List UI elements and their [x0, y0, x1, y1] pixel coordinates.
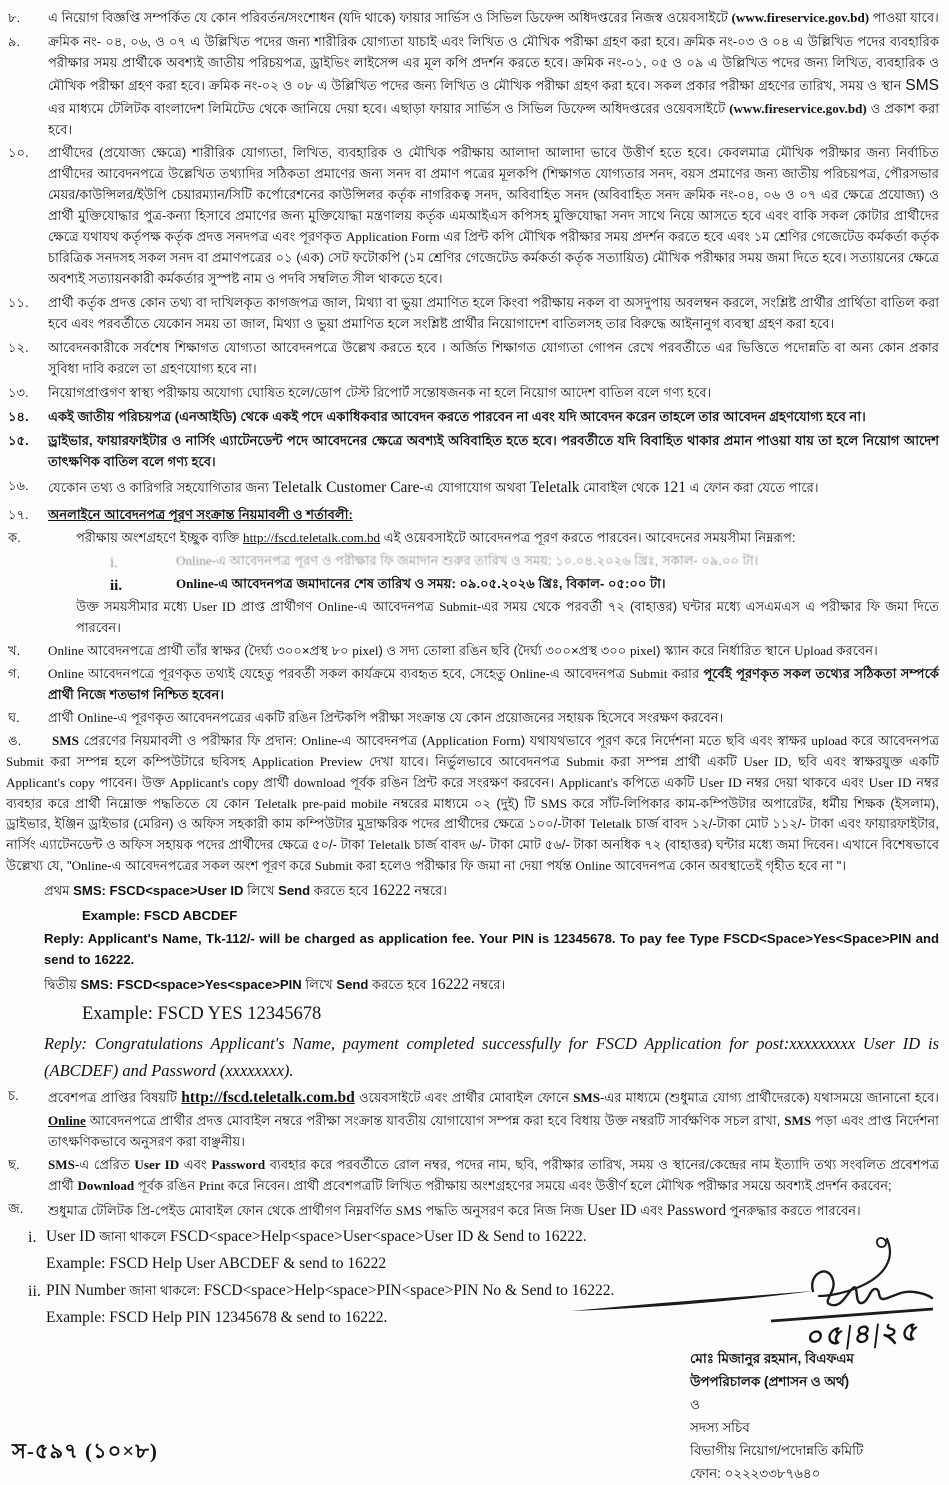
text-segment: জানা থাকলে: [125, 1283, 204, 1298]
application-url: http://fscd.teletalk.com.bd [243, 530, 381, 546]
list-item [6, 708, 939, 729]
text-segment: Online [575, 858, 612, 874]
text-segment: -এ আবেদনপত্র [353, 599, 440, 615]
text-segment: দ্বিতীয় [44, 976, 81, 992]
text-segment: অনলাইনে আবেদনপত্র পূরণ সংক্রান্ত নিয়মাবলী ও শর্তাবলী: [48, 507, 353, 523]
notice-items-list [6, 8, 939, 1331]
text-segment: download [293, 774, 346, 790]
text-segment: Teletalk pre-paid mobile [255, 795, 388, 811]
item-label: ঘ. [8, 709, 20, 725]
item-text [48, 32, 939, 141]
text-segment: নম্বর দেয়া থাকবে এবং [741, 774, 869, 790]
item-label: ১৩. [8, 384, 29, 400]
text-segment: আবেদনপত্র কোন অবস্থাতেই গৃহীত হবে না "। [611, 858, 846, 874]
signature-area [0, 1235, 949, 1485]
text-segment: -এ যোগাযোগ অথবা [419, 479, 530, 495]
item-text [48, 664, 939, 706]
item-text [44, 879, 939, 904]
text-segment: Online [317, 599, 354, 615]
list-item [6, 1031, 939, 1084]
list-item [6, 1000, 939, 1030]
text-segment: আবেদনপত্রে প্রার্থী তাঁর স্বাক্ষর (দৈর্ঘ্য ৩০০×প্রস্থ ৮০ [83, 642, 353, 658]
text-segment: এবং [636, 1202, 667, 1218]
item-label: জ. [8, 1200, 24, 1216]
text-segment: প্রেরণের নিয়মাবলী ও পরীক্ষার ফি প্রদান: [78, 732, 302, 748]
text-segment: Applicant's copy [169, 774, 259, 790]
text-segment: করে নিবেন। প্রার্থী প্রবেশপত্রটি লিখিত পরীক্ষায় অংশগ্রহণের সময়ে এবং উত্তীর্ণ হলে মৌখিক পরীক্ষার সময়ে অবশ্যই প্রদর্শন করবেন; [224, 1177, 892, 1193]
text-segment: 16222 [430, 975, 469, 993]
list-item [6, 528, 939, 549]
text-segment: Online [176, 553, 212, 569]
text-segment: User ID [698, 774, 742, 790]
text-segment: Submit [566, 753, 604, 769]
signatory-name: মোঃ মিজানুর রহমান, বিএফএম [690, 1351, 854, 1366]
text-segment: User ID [46, 1228, 96, 1246]
text-segment: 16222 [371, 882, 411, 900]
text-segment: SMS: FSCD<space>User ID [73, 883, 244, 899]
item-text [6, 731, 939, 878]
text-segment: শুধুমাত্র টেলিটক প্রি-পেইড মোবাইল ফোন থেকে প্রার্থীগণ নিম্নবর্ণিত [48, 1202, 396, 1218]
item-label: ঙ. [8, 732, 22, 748]
text-segment: নিয়োগপ্রাপ্তগণ স্বাস্থ্য পরীক্ষায় অযোগ্য ঘোষিত হলে/ডোপ টেস্ট রিপোর্ট সন্তোষজনক না হলে নিয়োগ আদেশ বাতিল বলে গণ্য হবে। [48, 384, 712, 400]
item-label: ১২. [8, 339, 29, 355]
text-segment: প্রাপ্ত প্রার্থীগণ [235, 599, 318, 615]
text-segment: Download [77, 1177, 135, 1193]
text-segment: এর প্রিন্ট কপি মৌখিক পরীক্ষার সময় প্রদর্শন করতে হবে এবং ১ম শ্রেণির গেজেটেড কর্মকর্তা কর্তৃক চারিত্রিক সনদসহ সকল সনদ বা প্রমাণপত্রের ০১ (এক) সেট ফটোকপি (১ম শ্রেণির গেজেটেড কর্মকর্তা কর্তৃক সত্যায়িত) মৌখিক পরীক্ষার সময় জমা দিতে হবে। সত্যায়নের ক্ষেত্রে অবশ্যই সত্যায়নকারী কর্মকর্তার সুস্পষ্ট নাম ও পদবি সম্বলিত সীল থাকতে হবে। [48, 229, 939, 287]
text-segment: Online [301, 732, 338, 748]
text-segment: User ID [134, 1156, 180, 1172]
text-segment: প্রথম [44, 883, 74, 899]
text-segment: নম্বরে। [410, 883, 447, 899]
signatory-and: ও [690, 1397, 700, 1413]
signatory-block [690, 1347, 863, 1485]
fireservice-url: (www.fireservice.gov.bd) [729, 100, 867, 116]
text-segment: পরীক্ষায় অংশগ্রহণে ইচ্ছুক ব্যক্তি [76, 530, 244, 546]
text-segment: নম্বর ব্যবহার করে প্রার্থী নিম্নোক্ত পদ্ধতিতে যে কোন [6, 774, 939, 811]
item-text [48, 505, 939, 526]
text-segment: একই জাতীয় পরিচয়পত্র (এনআইডি) থেকে একই পদে একাধিকবার আবেদন করতে পারবেন না এবং যদি আবেদন করেন তাহলে তার আবেদন গ্রহণযোগ্য হবে না। [48, 408, 866, 424]
list-item [6, 1199, 939, 1224]
text-segment: Online [48, 642, 84, 658]
text-segment: আবেদনপত্রে প্রার্থীর প্রদত্ত মোবাইল নম্বরে পরীক্ষা সংক্রান্ত যাবতীয় যোগাযোগ সম্পন্ন করা হবে বিধায় উক্ত নম্বরটি সার্বক্ষণিক সচল রাখা, [85, 1112, 785, 1128]
text-segment: 121 [662, 478, 686, 496]
text-segment: ও প্রকাশ করা হবে। [48, 100, 939, 137]
text-segment: পূর্বক রঙিন প্রিন্ট করে সংরক্ষণ করবেন। [345, 774, 559, 790]
application-url: http://fscd.teletalk.com.bd [181, 1089, 355, 1107]
list-item [6, 906, 939, 927]
text-segment: -এ আবেদনপত্রের সকল অংশ পূরণ করে [107, 858, 315, 874]
text-segment: ড্রাইভার, ফায়ারফাইটার ও নার্সিং এ্যাটেনডেন্ট পদে আবেদনের ক্ষেত্রে অবশ্যই অবিবাহিত হতে হবে। পরবর্তীতে যদি বিবাহিত থাকার প্রমান পাওয়া যায় তা হলে নিয়োগ আদেশ তাৎক্ষণিক বাতিল বলে গণ্য হবে। [48, 432, 939, 469]
item-text [48, 383, 939, 404]
text-segment: Application Form [426, 732, 521, 748]
text-segment: প্রবেশপত্র প্রাপ্তির বিষয়টি [48, 1090, 182, 1106]
item-label: ১৪. [8, 408, 29, 424]
item-label: ১০. [8, 145, 29, 161]
item-label: ক. [8, 530, 21, 546]
signature-date-scribble: ০৫|৪|২৫ [805, 1316, 924, 1352]
item-label: i. [28, 1229, 37, 1247]
signatory-phone: ফোন: ০২২২৩৩৮৭৬৪০ [690, 1466, 821, 1482]
text-segment: Teletalk Customer Care [272, 478, 420, 496]
list-item [6, 1155, 939, 1197]
item-text [76, 597, 939, 639]
item-label: গ. [8, 665, 21, 681]
item-text [82, 1000, 939, 1030]
text-segment: pixel [629, 642, 657, 658]
text-segment: ওয়েবসাইটে এবং প্রার্থীর মোবাইল ফোনে [354, 1090, 574, 1106]
text-segment: পাবেন। উক্ত [94, 774, 170, 790]
text-segment: Submit [629, 665, 668, 681]
text-segment: করে আবেদনপত্র [847, 732, 939, 748]
text-segment: User ID [587, 1201, 637, 1219]
text-segment: Online [176, 576, 214, 592]
text-segment: পূর্বক রঙিন [134, 1177, 199, 1193]
list-item [6, 641, 939, 662]
list-item [6, 8, 939, 29]
text-segment: pixel [352, 642, 379, 658]
list-item [6, 731, 939, 878]
text-segment: FSCD<space>Help<space>User<space>User ID & Send to 16222. [170, 1228, 587, 1246]
print-code: স-৫৯৭ (১০×৮) [12, 1439, 158, 1464]
text-segment: করতে হবে [310, 883, 372, 899]
text-segment: PIN Number [46, 1282, 126, 1299]
text-segment: চার্জ বাবদ ১২/-টাকা মোট ১১২/- টাকা এবং ফায়ারফাইটার, নার্সিং এ্যাটেনডেন্ট ও অফিস সহায়ক পদের প্রার্থীদের ক্ষেত্রে ৫০/- টাকা [6, 816, 939, 853]
text-segment: Upload [794, 642, 833, 658]
text-segment: পাওয়া যাবে। [869, 10, 939, 25]
list-item [6, 551, 939, 572]
text-segment: Example: FSCD Help User ABCDEF & send to 16222 [46, 1255, 387, 1273]
text-segment: Example: FSCD ABCDEF [82, 908, 238, 924]
text-segment: User ID [868, 774, 912, 790]
text-segment: Example: FSCD YES 12345678 [82, 1003, 322, 1024]
text-segment: Submit [6, 753, 44, 769]
text-segment: -এর মাধ্যমে (শুধুমাত্র যোগ্য প্রার্থীদেরকে) যথাসময়ে জানানো হবে। [600, 1090, 939, 1106]
text-segment: পদ্ধতি অনুসরণ করে নিজ নিজ [422, 1202, 587, 1218]
text-segment: FSCD<space>Help<space>PIN<space>PIN No & Send to 16222. [203, 1282, 615, 1299]
list-item [6, 431, 939, 473]
text-segment: পূর্বেই পূরণকৃত সকল তথ্যের সঠিকতা সম্পর্কে প্রার্থী নিজে শতভাগ নিশ্চিত হবেন। [48, 665, 940, 702]
item-text [48, 641, 939, 662]
text-segment: এ ফোন করা যেতে পারে। [685, 479, 819, 495]
list-item [6, 407, 939, 428]
text-segment: ব্যবহার করে পরবর্তীতে রোল নম্বর, পদের নাম, ছবি, পরীক্ষার তারিখ, সময় ও স্থানের/কেন্দ্রের নাম ইত্যাদি তথ্য সংবলিত প্রবেশপত্র প্রার্থী [48, 1156, 939, 1193]
text-segment: -এ আবেদনপত্র জমাদানের শেষ তারিখ ও সময়: ০৯.০৫.২০২৬ খ্রিঃ, বিকাল- ০৫:০০ টা। [213, 576, 666, 592]
text-segment: -এ পূরণকৃত আবেদনপত্রের একটি রঙিন প্রিন্টকপি পরীক্ষা সংক্রান্ত যে কোন প্রয়োজনের সহায়ক হিসেবে সংরক্ষণ করবেন। [113, 709, 724, 725]
signatory-title: উপপরিচালক (প্রশাসন ও অর্থ) [690, 1374, 850, 1390]
text-segment: SMS [52, 732, 79, 748]
item-label: i. [110, 555, 118, 572]
text-segment: পড়া এবং প্রাপ্ত নির্দেশনা তাৎক্ষণিকভাবে অনুসরণ করা বাঞ্ছনীয়। [48, 1112, 939, 1149]
text-segment: SMS [905, 76, 939, 94]
list-item [6, 929, 939, 971]
list-item [6, 664, 939, 706]
list-item [6, 293, 939, 335]
text-segment: Application Preview [251, 753, 363, 769]
text-segment: Submit [314, 858, 353, 874]
item-text [48, 293, 939, 335]
text-segment: Applicant's copy [6, 774, 95, 790]
text-segment: এ নিয়োগ বিজ্ঞপ্তি সম্পর্কিত যে কোন পরিবর্তন/সংশোধন (যদি থাকে) ফায়ার সার্ভিস ও সিভিল ডিফেন্স অধিদপ্তরের নিজস্ব ওয়েবসাইটে [48, 10, 732, 25]
item-label: ৯. [8, 33, 21, 49]
text-segment: জানা থাকলে [95, 1229, 170, 1245]
text-segment: লিখে [301, 976, 337, 992]
text-segment: করা হলেও পরীক্ষার ফি জমা না দেয়া পর্যন্ত [352, 858, 576, 874]
text-segment: Teletalk [529, 478, 580, 496]
text-segment: প্রার্থী [258, 774, 294, 790]
text-segment: -এ আবেদনপত্র [545, 665, 630, 681]
text-segment: Reply: Congratulations Applicant's Name, payment completed successfully for FSCD Application for post:xxxxxxxxx User ID is (ABCDEF) and Password (xxxxxxxx). [44, 1034, 939, 1080]
fireservice-url: (www.fireservice.gov.bd) [731, 10, 870, 25]
text-segment: প্রার্থী [48, 709, 78, 725]
text-segment: করতে হবে [368, 976, 431, 992]
text-segment: দেখা যাবে। নির্ভুলভাবে আবেদনপত্র [362, 753, 567, 769]
list-item [6, 338, 939, 380]
text-segment: Password [666, 1201, 727, 1219]
item-text [48, 431, 939, 473]
text-segment: নম্বরে। [468, 976, 506, 992]
text-segment: Online [71, 858, 108, 874]
list-item [6, 574, 939, 595]
text-segment: এবং [179, 1156, 212, 1172]
text-segment: Teletalk [368, 837, 411, 853]
item-label: ৮. [8, 10, 21, 25]
text-segment: এই ওয়েবসাইটে আবেদনপত্র পূরণ করতে পারবেন। আবেদনের সময়সীমা নিম্নরূপ: [380, 530, 796, 546]
list-item [6, 32, 939, 141]
text-segment: চার্জ বাবদ ৬/- টাকা মোট ৫৬/- টাকা অনধিক ৭২ (বাহাত্তর) ঘন্টার মধ্যে জমা দিবেন। এখানে বিশেষভাবে উল্লেখ্য যে, " [6, 837, 939, 874]
item-text [44, 929, 939, 971]
text-segment: Online [509, 665, 546, 681]
text-segment: -এ প্রেরিত [74, 1156, 135, 1172]
item-text [48, 1086, 939, 1153]
item-text [48, 708, 939, 729]
list-item [6, 879, 939, 904]
item-label: চ. [8, 1088, 19, 1104]
item-text [48, 1199, 939, 1224]
text-segment: নম্বরের মাধ্যমে ০২ (দুই) টি [387, 795, 541, 811]
text-segment: SMS [540, 795, 567, 811]
list-item [6, 1086, 939, 1153]
text-segment: -এ আবেদনপত্র পূরণ ও পরীক্ষার ফি জমাদান শুরুর তারিখ ও সময়: ১০.০৪.২০২৬ খ্রিঃ, সকাল- ০৯.০০ টা। [211, 553, 759, 569]
text-segment: প্রার্থী কর্তৃক প্রদত্ত কোন তথ্য বা দাখিলকৃত কাগজপত্র জাল, মিথ্যা বা ভুয়া প্রমাণিত হলে কিংবা পরীক্ষায় নকল বা অসদুপায় অবলম্বন করলে, সংশ্লিষ্ট প্রার্থীর প্রার্থিতা বাতিল করা হবে এবং পরবর্তীতে যেকোন সময় তা জাল, মিথ্যা ও ভুয়া প্রমাণিত হলে সংশ্লিষ্ট প্রার্থীর নিয়োগাদেশ বাতিলসহ তার বিরুদ্ধে আইনানুগ ব্যবস্থা গ্রহণ করা হবে। [48, 295, 939, 331]
text-segment: Print [198, 1177, 225, 1193]
text-segment: -এ আবেদনপত্র ( [337, 732, 427, 748]
list-item [6, 973, 939, 998]
item-label: ১৬. [8, 477, 29, 493]
item-text [48, 143, 939, 290]
item-text [48, 476, 939, 501]
text-segment: SMS [48, 1156, 75, 1172]
text-segment: upload [811, 732, 848, 748]
text-segment: করার [667, 665, 704, 681]
item-label: ছ. [8, 1156, 20, 1172]
text-segment: Reply: Applicant's Name, Tk-112/- will be charged as application fee. Your PIN is 12345678. To pay fee Type FSCD<Space>Yes<Space>PIN and send to 16222. [44, 931, 939, 967]
text-segment: Send [278, 883, 311, 899]
item-label: ii. [28, 1283, 41, 1300]
text-segment: SMS [395, 1202, 422, 1218]
text-segment: মোবাইল থেকে [579, 479, 663, 495]
text-segment: আবেদনপত্রে পূরণকৃত তথ্যই যেহেতু পরবর্তী সকল কার্যক্রমে ব্যবহৃত হবে, সেহেতু [83, 665, 510, 681]
item-text [44, 973, 939, 998]
text-segment: করে সাঁট-লিপিকার কাম-কম্পিউটার অপারেটর, ধর্মীয় শিক্ষক (ইসলাম), ড্রাইভার, ইঞ্জিন ড্রাইভার (মেরিন) ও অফিস সহকারী কাম কম্পিউটার মুদ্রাক্ষরিক পদের প্রার্থীদের ক্ষেত্রে ১০০/-টাকা [6, 795, 940, 832]
item-label: ii. [110, 578, 123, 595]
item-text [82, 906, 939, 927]
text-segment: Submit [439, 599, 477, 615]
item-text [48, 8, 939, 29]
text-segment: ) যথাযথভাবে পূরণ করে নির্দেশনা মতে ছবি এবং স্বাক্ষর [520, 732, 812, 748]
text-segment: করা সম্পন্ন হলে কম্পিউটারে ছবিসহ [43, 753, 252, 769]
text-segment: Teletalk [589, 816, 632, 832]
text-segment: Example: FSCD Help PIN 12345678 & send to 16222. [46, 1308, 388, 1326]
text-segment: SMS [784, 1112, 812, 1128]
text-segment: করবেন। [832, 642, 878, 658]
item-label: খ. [8, 642, 21, 658]
text-segment: ) স্ক্যান করে নির্ধারিত স্থানে [656, 642, 795, 658]
item-text [44, 1031, 939, 1084]
text-segment: লিখে [243, 883, 279, 899]
text-segment: ক্রমিক নং- ০৪, ০৬, ও ০৭ এ উল্লিখিত পদের জন্য শারীরিক যোগ্যতা যাচাই এবং লিখিত ও মৌখিক পরীক্ষা গ্রহণ করা হবে। ক্রমিক নং-০৩ ও ০৪ এ উল্লিখিত পদের ব্যবহারিক পরীক্ষার সময় প্রার্থীকে অবশ্যই জাতীয় পরিচয়পত্র, ড্রাইভিং লাইসেন্স এর মূল কপি প্রদর্শন করতে হবে। ক্রমিক নং-০১, ০৫ ও ০৯ এ উল্লিখিত পদের জন্য লিখিত, ব্যবহারিক ও মৌখিক পরীক্ষা গ্রহণ করা হবে। ক্রমিক নং-০২ ও ০৮ এ উল্লিখিত পদের জন্য লিখিত ও মৌখিক পরীক্ষা গ্রহণ করা হবে। সকল প্রকার পরীক্ষা গ্রহণের তারিখ, সময় ও স্থান [48, 33, 939, 93]
list-item [6, 505, 939, 526]
text-segment: User ID [192, 599, 236, 615]
text-segment: ) ও সদ্য তোলা রঙিন ছবি (দৈর্ঘ্য ৩০০×প্রস্থ ৩০০ [378, 642, 630, 658]
text-segment: Password [211, 1156, 266, 1172]
text-segment: SMS: FSCD<space>Yes<space>PIN [80, 976, 302, 992]
signatory-committee: বিভাগীয় নিয়োগ/পদোন্নতি কমিটি [690, 1443, 864, 1459]
item-text [48, 1155, 939, 1197]
item-label: ১৭. [8, 507, 29, 523]
text-segment: প্রার্থীদের (প্রযোজ্য ক্ষেত্রে) শারীরিক যোগ্যতা, লিখিত, ব্যবহারিক ও মৌখিক পরীক্ষায় আলাদা আলাদা ভাবে উত্তীর্ণ হতে হবে। কেবলমাত্র মৌখিক পরীক্ষার জন্য নির্বাচিত প্রার্থীদের আবেদনপত্রে উল্লেখিত তথ্যাদির সঠিকতা প্রমাণের জন্য সনদ বা প্রমাণ পত্রের মূলকপি (শিক্ষাগত যোগ্যতার সনদ, বয়স প্রমাণের জন্য জাতীয় পরিচয়পত্র, পৌরসভার মেয়র/কাউন্সিলর/ইউপি চেয়ারম্যান/সিটি কর্পোরেশনের কাউন্সিলর কর্তৃক নাগরিকত্ব সনদ, অবিবাহিত সনদ (অবিবাহিত সনদ ক্রমিক নং-০৪, ০৬ ও ০৭ এর ক্ষেত্রে প্রযোজ্য) ও প্রার্থী মুক্তিযোদ্ধার পুত্র-কন্যা হিসাবে প্রমাণের জন্য মুক্তিযোদ্ধা মন্ত্রণালয় কর্তৃক এমআইএস কপিসহ মুক্তিযোদ্ধা সনদ সাথে নিয়ে আসতে হবে এবং বাকি সকল কোটার প্রার্থীদের ক্ষেত্রে যথাযথ কর্তৃপক্ষ কর্তৃক প্রদত্ত সনদপত্র এবং পূরণকৃত [48, 145, 939, 245]
text-segment: -এর সময় থেকে পরবর্তী ৭২ (বাহাত্তর) ঘন্টার মধ্যে এসএমএস এ পরীক্ষার ফি জমা দিতে পারবেন। [76, 599, 939, 636]
text-segment: , ছবি এবং স্বাক্ষরযুক্ত একটি [787, 753, 939, 769]
signatory-role: সদস্য সচিব [690, 1420, 750, 1436]
text-segment: Applicant's [558, 774, 618, 790]
item-text [176, 551, 939, 572]
text-segment: Online [48, 1112, 86, 1128]
text-segment: Online [48, 665, 84, 681]
text-segment: SMS [573, 1090, 601, 1106]
list-item [6, 143, 939, 290]
text-segment: Application Form [345, 229, 440, 245]
text-segment: উক্ত সময়সীমার মধ্যে [76, 599, 193, 615]
text-segment: Send [336, 976, 369, 992]
item-text [176, 574, 939, 595]
list-item [6, 383, 939, 404]
list-item [6, 476, 939, 501]
item-label: ১১. [8, 295, 29, 311]
text-segment: Online [77, 709, 114, 725]
item-text [76, 528, 939, 549]
text-segment: করা সম্পন্ন প্রার্থী একটি [603, 753, 744, 769]
item-label: ১৫. [8, 432, 29, 448]
text-segment: যেকোন তথ্য ও কারিগরি সহযোগিতার জন্য [48, 479, 273, 495]
list-item [6, 597, 939, 639]
text-segment: কপিতে একটি [617, 774, 699, 790]
text-segment: এর মাধ্যমে টেলিটক বাংলাদেশ লিমিটেড থেকে জানিয়ে দেয়া হবে। এছাড়া ফায়ার সার্ভিস ও সিভিল ডিফেন্স অধিদপ্তরের ওয়েবসাইটে [48, 100, 730, 116]
text-segment: পুনরুদ্ধার করতে পারবেন। [726, 1202, 861, 1218]
text-segment: আবেদনকারীকে সর্বশেষ শিক্ষাগত যোগ্যতা আবেদনপত্রে উল্লেখ করতে হবে । অর্জিত শিক্ষাগত যোগ্যতা গোপন রেখে পরবর্তীতে এর ভিত্তিতে পদোন্নতি বা অন্য কোন প্রকার সুবিধা দাবি করলে তা গ্রহণযোগ্য হবে না। [48, 339, 939, 376]
item-text [48, 407, 939, 428]
text-segment: User ID [743, 753, 788, 769]
item-text [48, 338, 939, 380]
